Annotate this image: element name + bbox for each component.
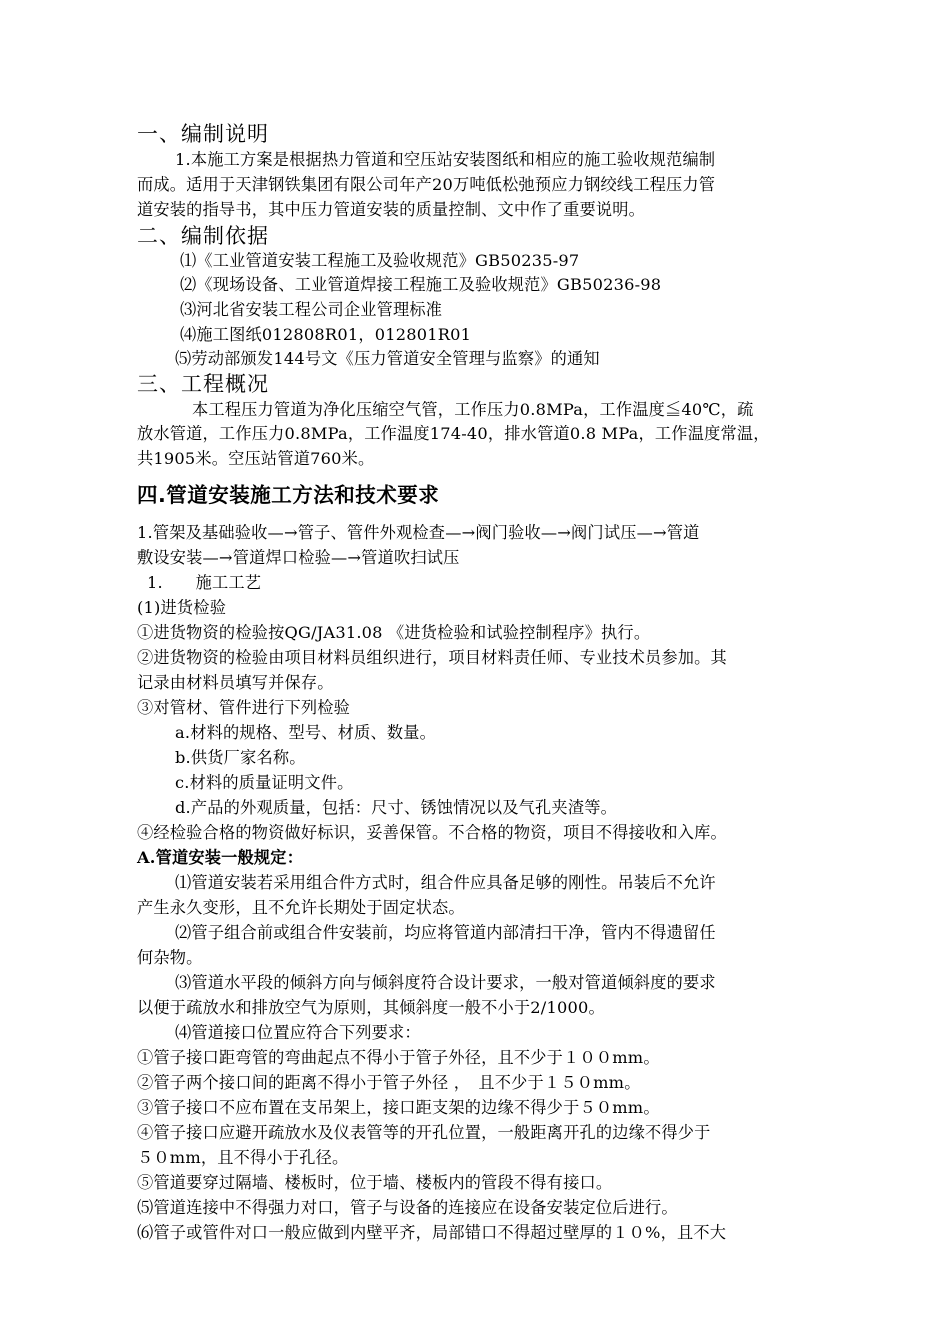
general-rule-line: 以便于疏放水和排放空气为原则，其倾斜度一般不小于2/1000。: [137, 998, 605, 1017]
craft-heading: 1. 施工工艺: [147, 573, 262, 592]
inspection-line: ①进货物资的检验按QG/JA31.08 《进货检验和试验控制程序》执行。: [137, 623, 651, 642]
joint-rule-line: ⑹管子或管件对口一般应做到内壁平齐，局部错口不得超过壁厚的１０%，且不大: [137, 1223, 727, 1242]
joint-rule-line: ④管子接口应避开疏放水及仪表管等的开孔位置，一般距离开孔的边缘不得少于: [137, 1123, 711, 1142]
reference-item: ⑶河北省安装工程公司企业管理标准: [180, 300, 443, 319]
general-rule-line: ⑵管子组合前或组合件安装前，均应将管道内部清扫干净，管内不得遗留任: [175, 923, 716, 942]
inspection-line: ②进货物资的检验由项目材料员组织进行，项目材料责任师、专业技术员参加。其: [137, 648, 727, 667]
section-1-heading: 一、编制说明: [137, 122, 269, 146]
section-3-para-line: 共1905米。空压站管道760米。: [137, 449, 375, 468]
joint-rule-line: ②管子两个接口间的距离不得小于管子外径 ， 且不少于１５０mm。: [137, 1073, 641, 1092]
check-item: b.供货厂家名称。: [175, 748, 306, 767]
joint-rule-line: ③管子接口不应布置在支吊架上，接口距支架的边缘不得少于５０mm。: [137, 1098, 660, 1117]
joint-rule-line: ①管子接口距弯管的弯曲起点不得小于管子外径，且不少于１００mm。: [137, 1048, 660, 1067]
reference-item: ⑵《现场设备、工业管道焊接工程施工及验收规范》GB50236-98: [180, 275, 662, 294]
reference-item: ⑷施工图纸012808R01，012801R01: [180, 325, 472, 344]
process-flow-line: 1.管架及基础验收—→管子、管件外观检查—→阀门验收—→阀门试压—→管道: [137, 523, 700, 542]
general-rule-line: 产生永久变形，且不允许长期处于固定状态。: [137, 898, 465, 917]
section-4-heading: 四.管道安装施工方法和技术要求: [137, 483, 440, 507]
check-item: a.材料的规格、型号、材质、数量。: [175, 723, 437, 742]
reference-item: ⑸劳动部颁发144号文《压力管道安全管理与监察》的通知: [175, 349, 600, 368]
section-3-para-line: 本工程压力管道为净化压缩空气管，工作压力0.8MPa，工作温度≦40℃，疏: [192, 400, 754, 419]
general-rule-line: ⑶管道水平段的倾斜方向与倾斜度符合设计要求，一般对管道倾斜度的要求: [175, 973, 716, 992]
section-1-para-line: 而成。适用于天津钢铁集团有限公司年产20万吨低松弛预应力钢绞线工程压力管: [137, 175, 716, 194]
general-rule-line: 何杂物。: [137, 948, 203, 967]
section-1-para-line: 道安装的指导书，其中压力管道安装的质量控制、文中作了重要说明。: [137, 200, 646, 219]
check-item: c.材料的质量证明文件。: [175, 773, 354, 792]
general-rules-title: A.管道安装一般规定：: [137, 848, 304, 867]
joint-rule-line: ⑤管道要穿过隔墙、楼板时，位于墙、楼板内的管段不得有接口。: [137, 1173, 613, 1192]
section-1-para-line: 1.本施工方案是根据热力管道和空压站安装图纸和相应的施工验收规范编制: [175, 150, 716, 169]
joint-rule-line: ５０mm，且不得小于孔径。: [137, 1148, 349, 1167]
general-rule-line: ⑴管道安装若采用组合件方式时，组合件应具备足够的刚性。吊装后不允许: [175, 873, 716, 892]
inspection-last-line: ④经检验合格的物资做好标识，妥善保管。不合格的物资，项目不得接收和入库。: [137, 823, 727, 842]
joint-rule-line: ⑸管道连接中不得强力对口，管子与设备的连接应在设备安装定位后进行。: [137, 1198, 678, 1217]
inspection-title: (1)进货检验: [137, 598, 227, 617]
inspection-line: 记录由材料员填写并保存。: [137, 673, 334, 692]
inspection-line: ③对管材、管件进行下列检验: [137, 698, 351, 717]
process-flow-line: 敷设安装—→管道焊口检验—→管道吹扫试压: [137, 548, 460, 567]
reference-item: ⑴《工业管道安装工程施工及验收规范》GB50235-97: [180, 251, 580, 270]
section-3-heading: 三、工程概况: [137, 372, 269, 396]
general-rule-line: ⑷管道接口位置应符合下列要求：: [175, 1023, 421, 1042]
section-3-para-line: 放水管道，工作压力0.8MPa，工作温度174-40，排水管道0.8 MPa，工作温度常温，: [137, 424, 770, 443]
section-2-heading: 二、编制依据: [137, 224, 269, 248]
check-item: d.产品的外观质量，包括：尺寸、锈蚀情况以及气孔夹渣等。: [175, 798, 617, 817]
